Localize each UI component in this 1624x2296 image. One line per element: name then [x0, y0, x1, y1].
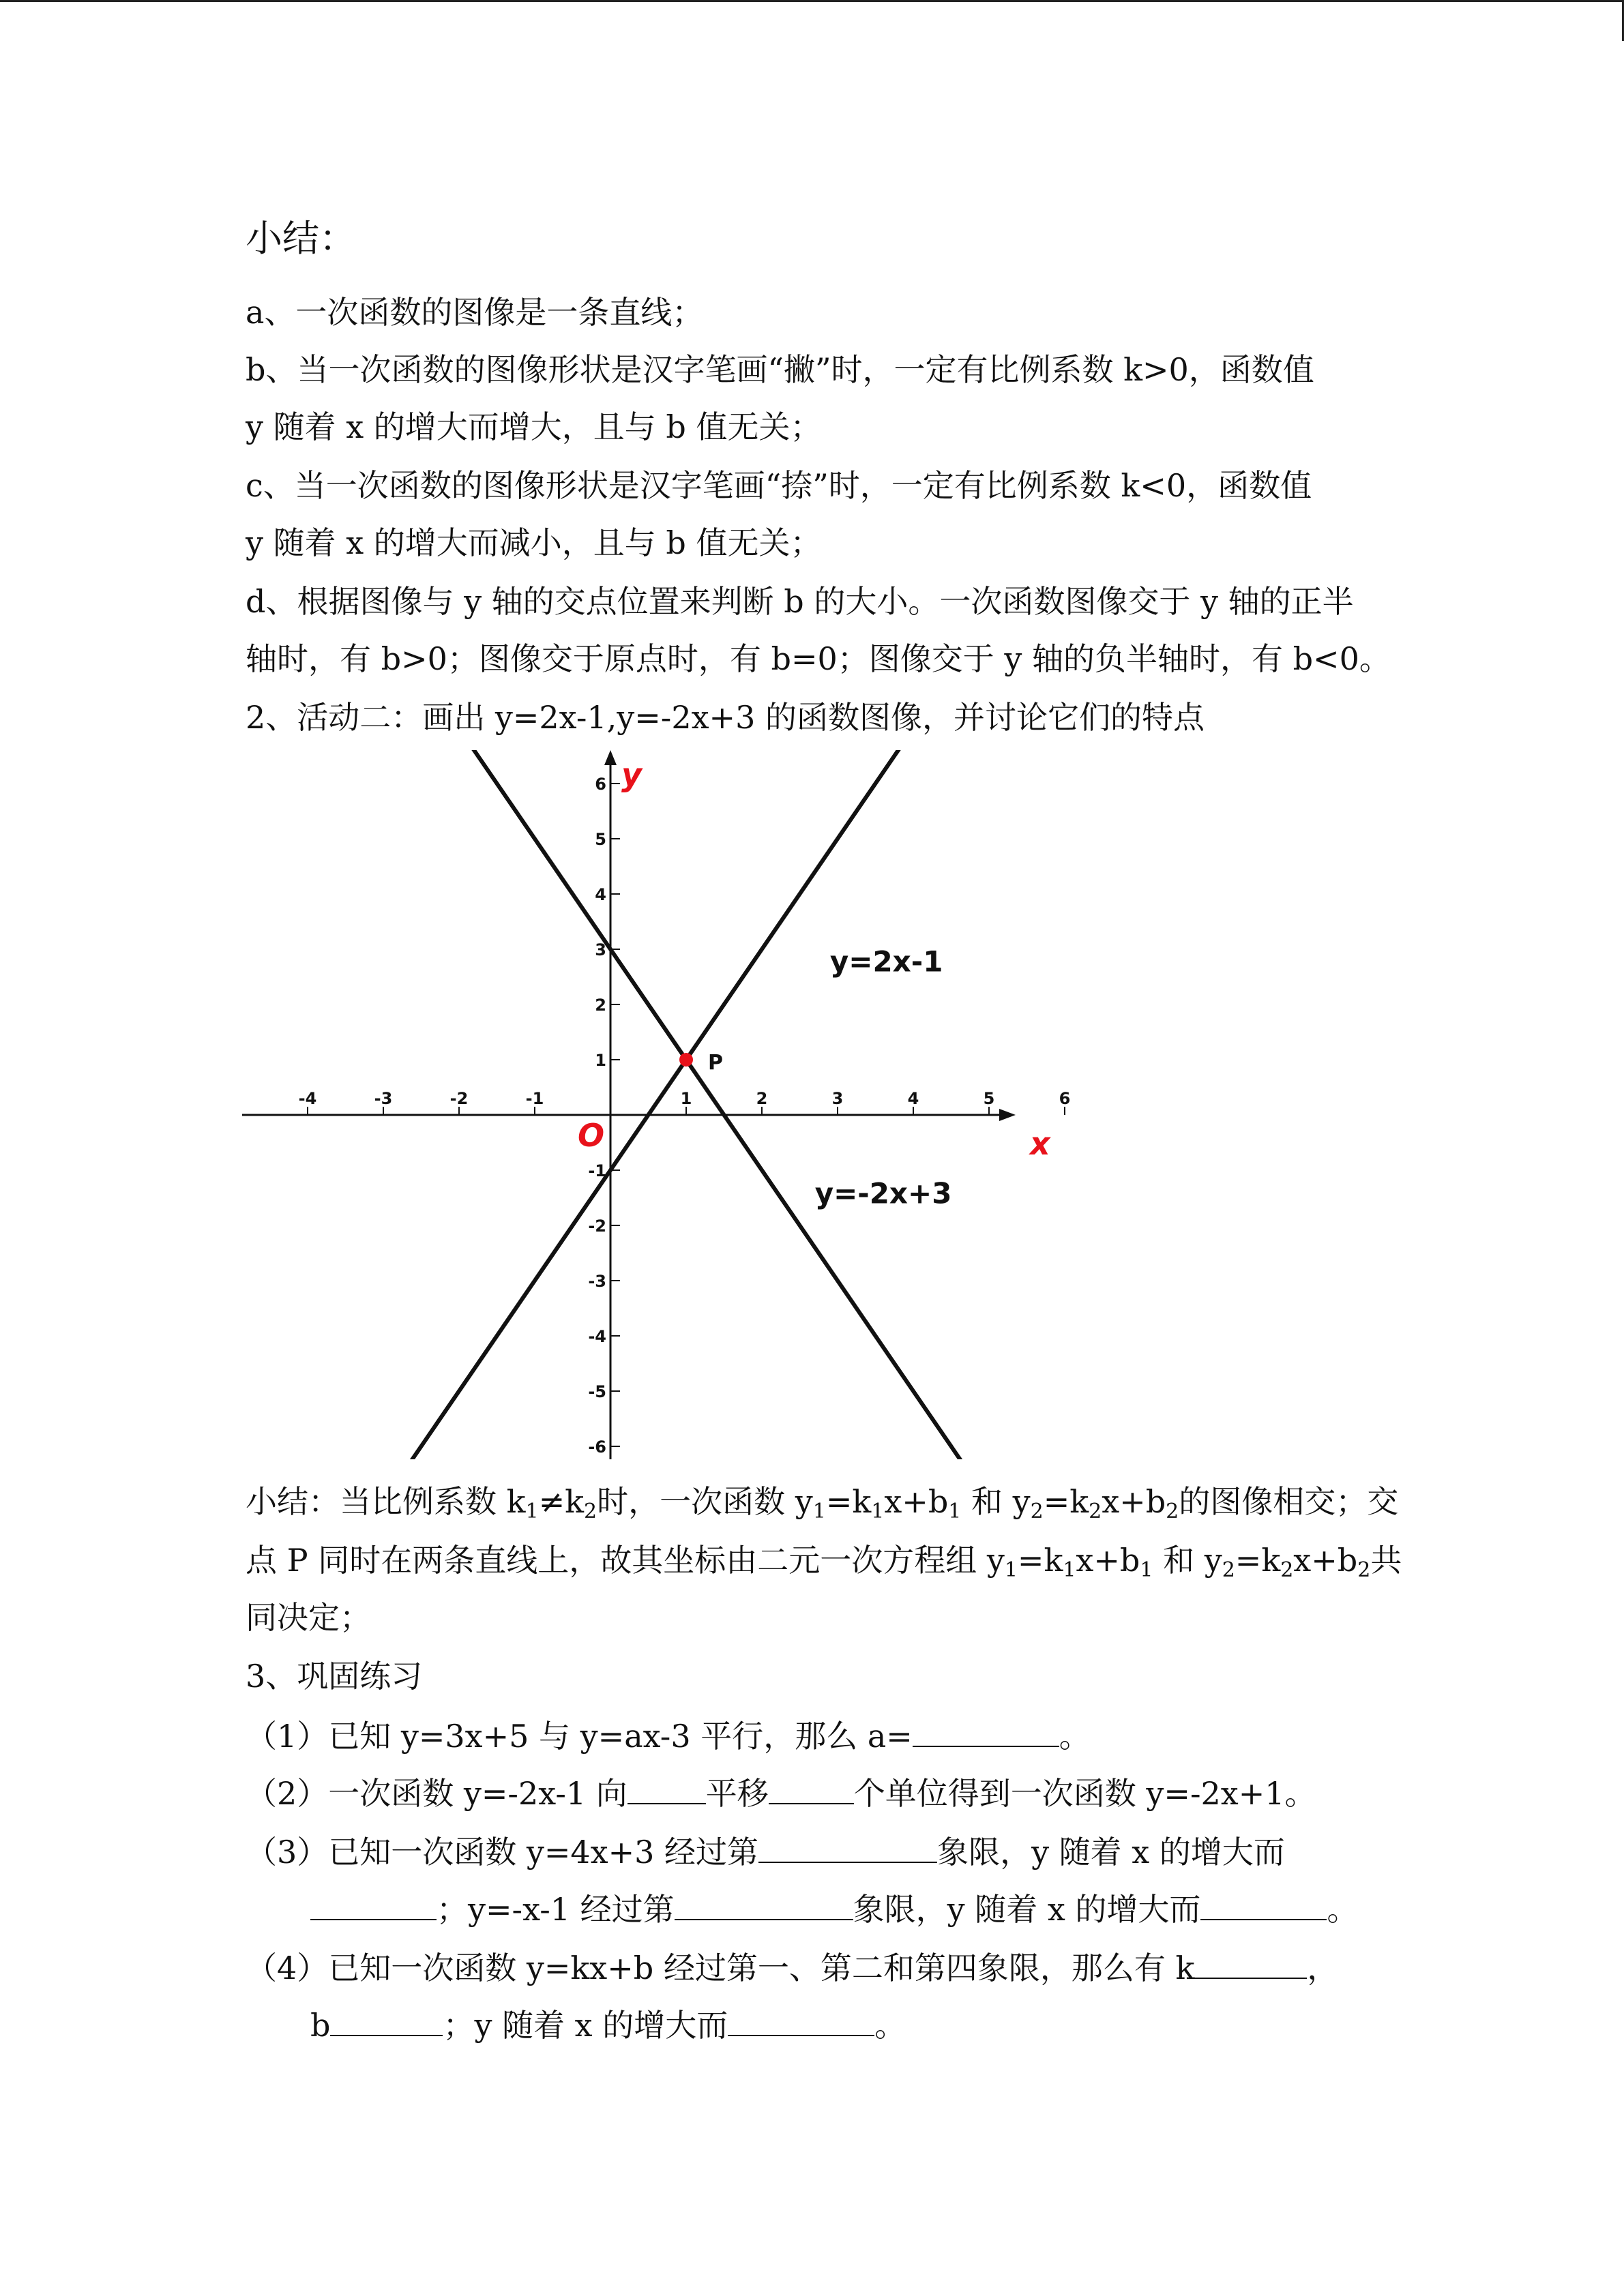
practice-q3-line1: （3）已知一次函数 y=4x+3 经过第 象限，y 随着 x 的增大而: [246, 1830, 1285, 1873]
summary-title: 小结：: [246, 217, 356, 260]
summary-item-c-line2: y 随着 x 的增大而减小，且与 b 值无关；: [246, 524, 822, 561]
x-axis-arrow: [999, 1109, 1016, 1121]
y-tick-label: 1: [595, 1051, 606, 1070]
summary-item-d-line2: 轴时，有 b>0；图像交于原点时，有 b=0；图像交于 y 轴的负半轴时，有 b<0。: [246, 640, 1391, 677]
summary2-line1: 小结：当比例系数 $k_1\ne k_2$时，一次函数 $y_1=k_1x+b_1$ 和 $y_2=k_2x+b_2$的图像相交；交: [246, 1483, 1399, 1523]
practice-q1: （1）已知 y=3x+5 与 y=ax-3 平行，那么 a= 。: [246, 1714, 1091, 1757]
summary-item-b-line1: b、当一次函数的图像形状是汉字笔画“撇”时，一定有比例系数 k>0，函数值: [246, 351, 1314, 388]
summary2-line3: 同决定；: [246, 1599, 371, 1636]
y-tick-label: -6: [588, 1437, 606, 1457]
x-tick-label: 2: [756, 1089, 768, 1108]
answer-blank[interactable]: [758, 1830, 937, 1863]
practice-q2: （2）一次函数 y=-2x-1 向 平移 个单位得到一次函数 y=-2x+1。: [246, 1772, 1316, 1814]
answer-blank[interactable]: [628, 1772, 706, 1804]
answer-blank[interactable]: [1194, 1946, 1307, 1979]
y-tick-label: -3: [588, 1272, 606, 1291]
intersection-point-label: P: [708, 1051, 723, 1075]
answer-blank[interactable]: [310, 1888, 437, 1920]
y-tick-label: 3: [595, 940, 606, 959]
y-axis-arrow: [604, 750, 617, 765]
practice-q3-line2: ；y=-x-1 经过第 象限，y 随着 x 的增大而 。: [310, 1888, 1358, 1930]
x-tick-label: 4: [907, 1089, 919, 1108]
y-axis-label: y: [621, 756, 642, 793]
x-tick-label: 5: [983, 1089, 995, 1108]
x-tick-label: -3: [374, 1089, 393, 1108]
x-axis-label: x: [1030, 1125, 1050, 1162]
answer-blank[interactable]: [728, 2003, 874, 2036]
series-label: y=-2x+3: [814, 1176, 952, 1210]
summary-item-c-line1: c、当一次函数的图像形状是汉字笔画“捺”时，一定有比例系数 k<0，函数值: [246, 467, 1312, 504]
page-top-border: [0, 0, 1624, 2]
x-tick-label: 6: [1059, 1089, 1071, 1108]
answer-blank[interactable]: [913, 1714, 1059, 1747]
y-tick-label: -1: [588, 1161, 606, 1180]
practice-q4-line2: b ；y 随着 x 的增大而 。: [310, 2003, 906, 2046]
answer-blank[interactable]: [330, 2003, 443, 2036]
answer-blank[interactable]: [769, 1772, 854, 1804]
practice-heading: 3、巩固练习: [246, 1658, 423, 1695]
series-label: y=2x-1: [829, 944, 943, 979]
y-tick-label: 6: [595, 775, 606, 794]
intersection-point-p: [679, 1053, 693, 1067]
x-tick-label: 1: [680, 1089, 692, 1108]
x-tick-label: -1: [525, 1089, 544, 1108]
summary-item-b-line2: y 随着 x 的增大而增大，且与 b 值无关；: [246, 408, 822, 445]
practice-q4-line1: （4）已知一次函数 y=kx+b 经过第一、第二和第四象限，那么有 k ，: [246, 1946, 1338, 1988]
answer-blank[interactable]: [1200, 1888, 1327, 1920]
y-tick-label: -2: [588, 1217, 606, 1236]
summary-item-d-line1: d、根据图像与 y 轴的交点位置来判断 b 的大小。一次函数图像交于 y 轴的正半: [246, 583, 1354, 620]
origin-label: O: [578, 1117, 605, 1154]
linear-functions-graph: [242, 750, 1102, 1459]
y-tick-label: -5: [588, 1382, 606, 1401]
x-tick-label: -2: [449, 1089, 469, 1108]
y-tick-label: 4: [595, 885, 606, 904]
summary-item-a: a、一次函数的图像是一条直线；: [246, 294, 704, 331]
x-tick-label: -4: [298, 1089, 317, 1108]
answer-blank[interactable]: [675, 1888, 853, 1920]
y-tick-label: -4: [588, 1327, 606, 1346]
activity-two-instruction: 2、活动二：画出 y=2x-1,y=-2x+3 的函数图像，并讨论它们的特点: [246, 699, 1205, 736]
summary2-line2: 点 P 同时在两条直线上，故其坐标由二元一次方程组 $y_1=k_1x+b_1$ 和 $y_2=k_2x+b_2$共: [246, 1542, 1402, 1582]
x-tick-label: 3: [831, 1089, 844, 1108]
y-tick-label: 2: [595, 996, 606, 1015]
y-tick-label: 5: [595, 830, 606, 849]
